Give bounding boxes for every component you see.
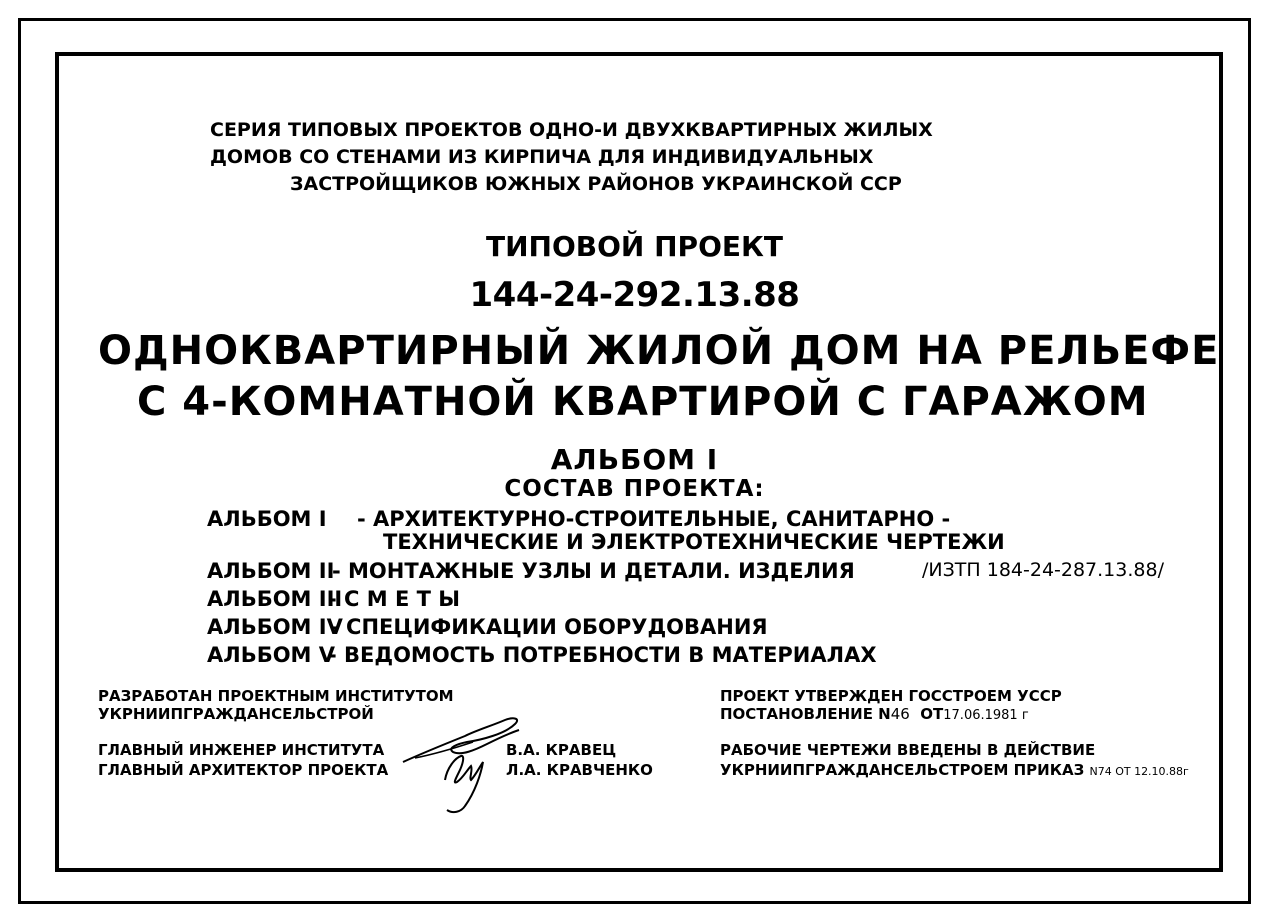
series-line-2: ДОМОВ СО СТЕНАМИ ИЗ КИРПИЧА ДЛЯ ИНДИВИДУАЛЬНЫХ bbox=[210, 146, 874, 168]
chief-architect-label: ГЛАВНЫЙ АРХИТЕКТОР ПРОЕКТА bbox=[98, 761, 389, 779]
album-item-label: АЛЬБОМ III bbox=[207, 587, 343, 611]
album-item-label: АЛЬБОМ V bbox=[207, 643, 336, 667]
album-item-note: /ИЗТП 184-24-287.13.88/ bbox=[922, 559, 1164, 581]
chief-engineer-label: ГЛАВНЫЙ ИНЖЕНЕР ИНСТИТУТА bbox=[98, 741, 385, 759]
project-code: 144-24-292.13.88 bbox=[469, 275, 800, 315]
album-item-label: АЛЬБОМ II bbox=[207, 559, 335, 583]
chief-engineer-name: В.А. КРАВЕЦ bbox=[506, 741, 617, 759]
chief-architect-name: Л.А. КРАВЧЕНКО bbox=[506, 761, 653, 779]
album-item-text: - МОНТАЖНЫЕ УЗЛЫ И ДЕТАЛИ. ИЗДЕЛИЯ bbox=[332, 559, 855, 583]
project-type-label: ТИПОВОЙ ПРОЕКТ bbox=[486, 230, 783, 263]
series-line-1: СЕРИЯ ТИПОВЫХ ПРОЕКТОВ ОДНО-И ДВУХКВАРТИРНЫХ ЖИЛЫХ bbox=[210, 119, 933, 141]
developer-line-2: УКРНИИПГРАЖДАНСЕЛЬСТРОЙ bbox=[98, 705, 374, 723]
approval-line-1: ПРОЕКТ УТВЕРЖДЕН ГОССТРОЕМ УССР bbox=[720, 687, 1062, 705]
enacted-line-1: РАБОЧИЕ ЧЕРТЕЖИ ВВЕДЕНЫ В ДЕЙСТВИЕ bbox=[720, 741, 1096, 759]
album-item-label: АЛЬБОМ IV bbox=[207, 615, 343, 639]
approval-number: 46 bbox=[890, 705, 910, 723]
album-item-text: - С М Е Т Ы bbox=[328, 587, 461, 611]
signature-chief-architect-icon bbox=[425, 740, 495, 820]
composition-label: СОСТАВ ПРОЕКТА: bbox=[504, 476, 765, 502]
album-item-text-continued: ТЕХНИЧЕСКИЕ И ЭЛЕКТРОТЕХНИЧЕСКИЕ ЧЕРТЕЖИ bbox=[383, 530, 1005, 554]
approval-line-2 bbox=[720, 707, 1029, 722]
album-item-text: - АРХИТЕКТУРНО-СТРОИТЕЛЬНЫЕ, САНИТАРНО - bbox=[357, 507, 951, 531]
developer-line-1: РАЗРАБОТАН ПРОЕКТНЫМ ИНСТИТУТОМ bbox=[98, 687, 454, 705]
album-item-text: - ВЕДОМОСТЬ ПОТРЕБНОСТИ В МАТЕРИАЛАХ bbox=[328, 643, 877, 667]
project-title-line-1: ОДНОКВАРТИРНЫЙ ЖИЛОЙ ДОМ НА РЕЛЬЕФЕ bbox=[98, 328, 1220, 374]
approval-date-prefix: ОТ bbox=[920, 705, 944, 723]
album-title: АЛЬБОМ I bbox=[550, 443, 719, 476]
approval-prefix: ПОСТАНОВЛЕНИЕ N bbox=[720, 705, 891, 723]
project-title-line-2: С 4-КОМНАТНОЙ КВАРТИРОЙ С ГАРАЖОМ bbox=[137, 379, 1149, 425]
album-item-label: АЛЬБОМ I bbox=[207, 507, 327, 531]
series-line-3: ЗАСТРОЙЩИКОВ ЮЖНЫХ РАЙОНОВ УКРАИНСКОЙ ССР bbox=[290, 173, 902, 195]
order-info: N74 ОТ 12.10.88г bbox=[1089, 765, 1189, 778]
album-item-text: - СПЕЦИФИКАЦИИ ОБОРУДОВАНИЯ bbox=[330, 615, 768, 639]
enacted-org: УКРНИИПГРАЖДАНСЕЛЬСТРОЕМ ПРИКАЗ bbox=[720, 761, 1085, 779]
enacted-line-2 bbox=[720, 763, 1189, 778]
approval-date: 17.06.1981 г bbox=[943, 708, 1029, 723]
